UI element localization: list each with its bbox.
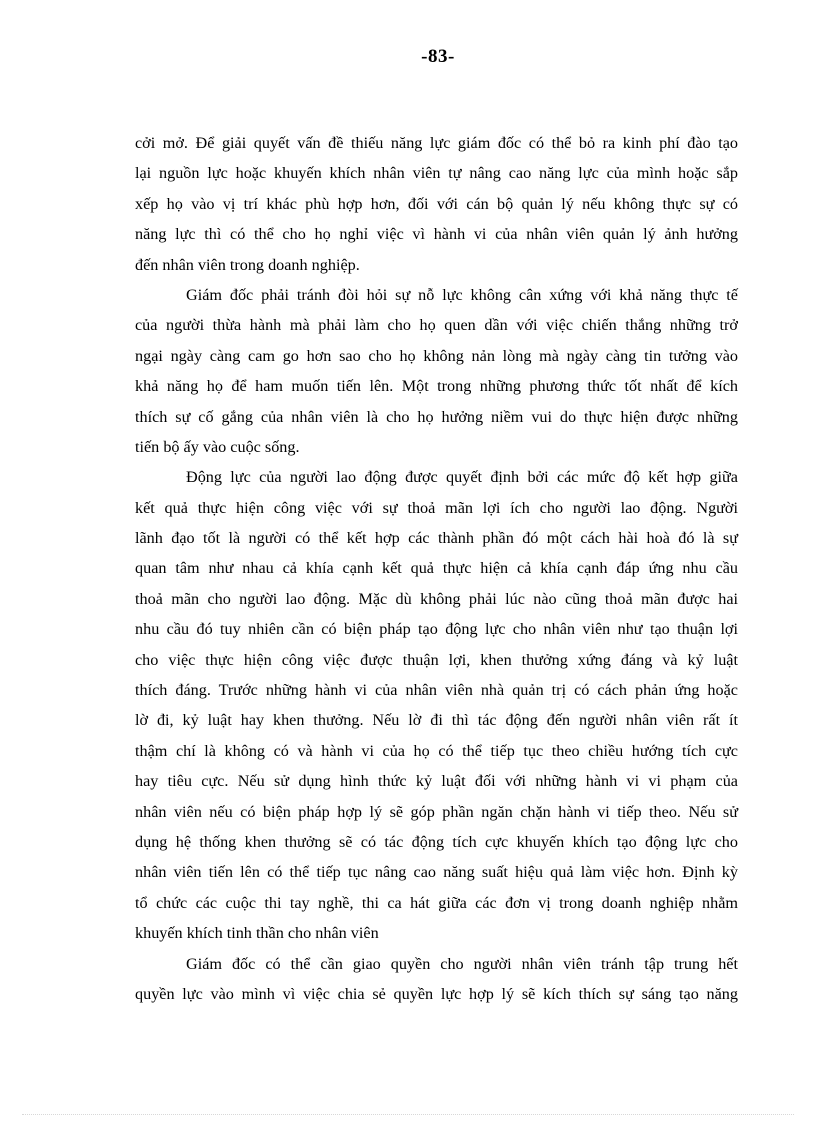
paragraph	[135, 949, 738, 1010]
text-line: hay tiêu cực. Nếu sử dụng hình thức kỷ luật đối với những hành vi vi phạm của	[135, 772, 738, 791]
text-line: tiến bộ ấy vào cuộc sống.	[135, 437, 300, 456]
text-line: lãnh đạo tốt là người có thể kết hợp các thành phần đó một cách hài hoà đó là sự	[135, 529, 738, 548]
text-line: cởi mở. Để giải quyết vấn đề thiếu năng lực giám đốc có thể bỏ ra kinh phí đào tạo	[135, 134, 738, 152]
text-line: cho việc thực hiện công việc được thuận lợi, khen thưởng xứng đáng và kỷ luật	[135, 650, 738, 669]
text-line: thích đáng. Trước những hành vi của nhân viên nhà quản trị có cách phản ứng hoặc	[135, 681, 738, 700]
text-line: kết quả thực hiện công việc với sự thoả mãn lợi ích cho người lao động. Người	[135, 498, 738, 517]
paragraph	[135, 128, 738, 280]
paragraph	[135, 462, 738, 948]
text-line: tổ chức các cuộc thi tay nghề, thi ca hát giữa các đơn vị trong doanh nghiệp nhằm	[135, 893, 738, 912]
text-line: quyền lực vào mình vì việc chia sẻ quyền lực hợp lý sẽ kích thích sự sáng tạo năng	[135, 984, 738, 1003]
text-line: đến nhân viên trong doanh nghiệp.	[135, 255, 360, 274]
text-line: lờ đi, kỷ luật hay khen thưởng. Nếu lờ đi thì tác động đến người nhân viên rất ít	[135, 711, 738, 730]
text-line: của người thừa hành mà phải làm cho họ quen dần với việc chiến thắng những trở	[135, 316, 738, 335]
text-line: khuyến khích tinh thần cho nhân viên	[135, 924, 379, 943]
text-line: lại nguồn lực hoặc khuyến khích nhân viên tự nâng cao năng lực của mình hoặc sắp	[135, 164, 738, 183]
text-line: quan tâm như nhau cả khía cạnh kết quả thực hiện cả khía cạnh đáp ứng nhu cầu	[135, 559, 738, 578]
paragraph	[135, 280, 738, 462]
text-line: nhân viên nếu có biện pháp hợp lý sẽ góp phần ngăn chặn hành vi tiếp theo. Nếu sử	[135, 802, 738, 821]
text-line: Động lực của người lao động được quyết định bởi các mức độ kết hợp giữa	[186, 468, 738, 487]
text-line: Giám đốc có thể cần giao quyền cho người nhân viên tránh tập trung hết	[186, 954, 738, 973]
text-line: nhu cầu đó tuy nhiên cần có biện pháp tạo động lực cho nhân viên như tạo thuận lợi	[135, 620, 738, 639]
text-line: Giám đốc phải tránh đòi hỏi sự nỗ lực không cân xứng với khả năng thực tế	[186, 285, 738, 304]
page-bottom-rule	[22, 1114, 794, 1115]
text-line: xếp họ vào vị trí khác phù hợp hơn, đối với cán bộ quản lý nếu không thực sự có	[135, 194, 738, 213]
text-line: năng lực thì có thể cho họ nghỉ việc vì hành vi của nhân viên quản lý ảnh hưởng	[135, 225, 738, 244]
text-line: ngại ngày càng cam go hơn sao cho họ không nản lòng mà ngày càng tin tưởng vào	[135, 346, 738, 365]
body-text	[135, 128, 738, 1009]
page-number: -83-	[421, 46, 455, 67]
text-line: nhân viên tiến lên có thể tiếp tục nâng cao năng suất hiệu quả làm việc hơn. Định kỳ	[135, 863, 738, 882]
text-line: dụng hệ thống khen thưởng sẽ có tác động tích cực khuyến khích tạo động lực cho	[135, 832, 738, 851]
text-line: thoả mãn cho người lao động. Mặc dù không phải lúc nào cũng thoả mãn được hai	[135, 589, 738, 608]
text-line: khả năng họ để ham muốn tiến lên. Một trong những phương thức tốt nhất để kích	[135, 377, 738, 396]
text-line: thậm chí là không có và hành vi của họ có thể tiếp tục theo chiều hướng tích cực	[135, 741, 738, 760]
text-line: thích sự cố gắng của nhân viên là cho họ hưởng niềm vui do thực hiện được những	[135, 407, 738, 426]
